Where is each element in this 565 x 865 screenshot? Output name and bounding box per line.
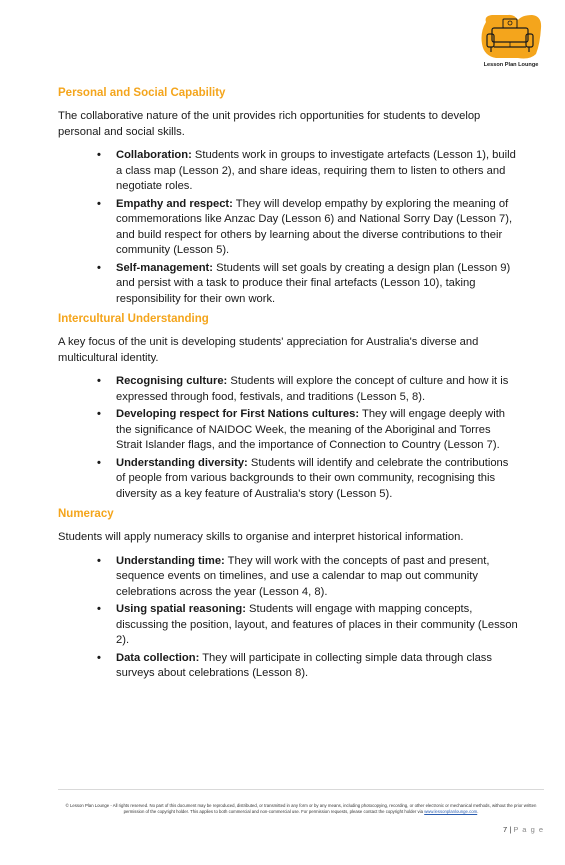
section-heading: Intercultural Understanding	[58, 313, 209, 325]
bullet-icon: •	[97, 603, 101, 615]
page-number-value: 7	[503, 825, 508, 834]
list-item	[97, 651, 518, 682]
sofa-logo-icon	[478, 14, 544, 60]
item-text: Students will engage with mapping concepts, discussing the position, layout, and features of places in their community (Lesson 2).	[116, 603, 518, 646]
list-item	[97, 456, 518, 503]
footer	[58, 803, 544, 815]
bullet-icon: •	[97, 197, 101, 210]
item-text: They will work with the concepts of past and present, sequence events on timelines, and use a calendar to map out community celebrations across the year (Lesson 4, 8).	[116, 554, 490, 598]
section-personal-social	[58, 86, 518, 307]
list-item	[97, 261, 518, 308]
section-intro: A key focus of the unit is developing students' appreciation for Australia's diverse and multicultural identity.	[58, 336, 479, 364]
page-label: P a g e	[513, 825, 544, 834]
item-term: Understanding time:	[116, 554, 225, 567]
logo-text: Lesson Plan Lounge	[483, 62, 539, 68]
bullet-icon: •	[97, 651, 101, 664]
list-item	[97, 602, 518, 649]
bullet-icon: •	[97, 375, 101, 387]
item-term: Developing respect for First Nations cultures:	[116, 408, 360, 420]
bullet-icon: •	[97, 261, 101, 274]
section-numeracy	[58, 507, 518, 682]
website-link[interactable]: www.lessonplanlounge.com	[424, 809, 478, 814]
bullet-list	[58, 148, 518, 307]
section-intercultural	[58, 312, 518, 502]
list-item	[97, 374, 518, 405]
item-term: Data collection:	[116, 651, 200, 664]
page-number	[503, 825, 544, 834]
item-text: Students work in groups to investigate artefacts (Lesson 1), build a class map (Lesson 2), and share ideas, requiring them to listen to others and negotiate roles.	[116, 149, 516, 192]
copyright-text: © Lesson Plan Lounge - All rights reserved. No part of this document may be reproduced, distributed, or transmitted in any form or by any means, including photocopying, recording, or other electronic or mechanical methods, without the prior written permission of the copyright holder. This applies to both commercial and non-commercial use. For permission requests, please contact the copyright holder via	[65, 803, 537, 814]
logo	[478, 14, 544, 72]
footer-divider	[58, 789, 544, 790]
bullet-list	[58, 374, 518, 502]
item-term: Collaboration:	[116, 149, 192, 161]
item-term: Self-management:	[116, 261, 213, 274]
item-text: Students will explore the concept of culture and how it is expressed through food, festivals, and traditions (Lesson 5, 8).	[116, 375, 509, 403]
section-intro: The collaborative nature of the unit provides rich opportunities for students to develop personal and social skills.	[58, 110, 481, 138]
list-item	[97, 554, 518, 601]
item-term: Using spatial reasoning:	[116, 603, 246, 615]
list-item	[97, 148, 518, 195]
bullet-icon: •	[97, 456, 101, 469]
section-heading: Numeracy	[58, 508, 114, 520]
bullet-icon: •	[97, 149, 101, 161]
item-term: Empathy and respect:	[116, 197, 233, 210]
item-term: Understanding diversity:	[116, 456, 248, 469]
item-text: They will engage deeply with the significance of NAIDOC Week, the meaning of the Aboriginal and Torres Strait Islander flags, and the importance of Connection to Country (Lesson 7).	[116, 408, 506, 451]
list-item	[97, 197, 518, 259]
list-item	[97, 407, 518, 454]
document-body	[58, 86, 518, 687]
item-text: They will participate in collecting simple data through class surveys about celebrations (Lesson 8).	[116, 651, 492, 679]
section-intro: Students will apply numeracy skills to organise and interpret historical information.	[58, 531, 464, 543]
section-heading: Personal and Social Capability	[58, 87, 226, 99]
bullet-icon: •	[97, 554, 101, 567]
bullet-icon: •	[97, 408, 101, 420]
bullet-list	[58, 554, 518, 682]
item-term: Recognising culture:	[116, 375, 228, 387]
page-separator: |	[509, 825, 512, 834]
item-text: Students will set goals by creating a design plan (Lesson 9) and persist with a task to produce their final artefacts (Lesson 10), taking responsibility for their own work.	[116, 261, 511, 305]
item-text: Students will identify and celebrate the contributions of people from various backgrounds to their own community, recognising this diversity as a key feature of Australia's story (Lesson 5).	[116, 456, 509, 500]
item-text: They will develop empathy by exploring the meaning of commemorations like Anzac Day (Lesson 6) and National Sorry Day (Lesson 7), and build respect for others by learning about the diverse contributions to their community (Lesson 5).	[116, 197, 513, 256]
link-suffix: .	[477, 809, 479, 814]
